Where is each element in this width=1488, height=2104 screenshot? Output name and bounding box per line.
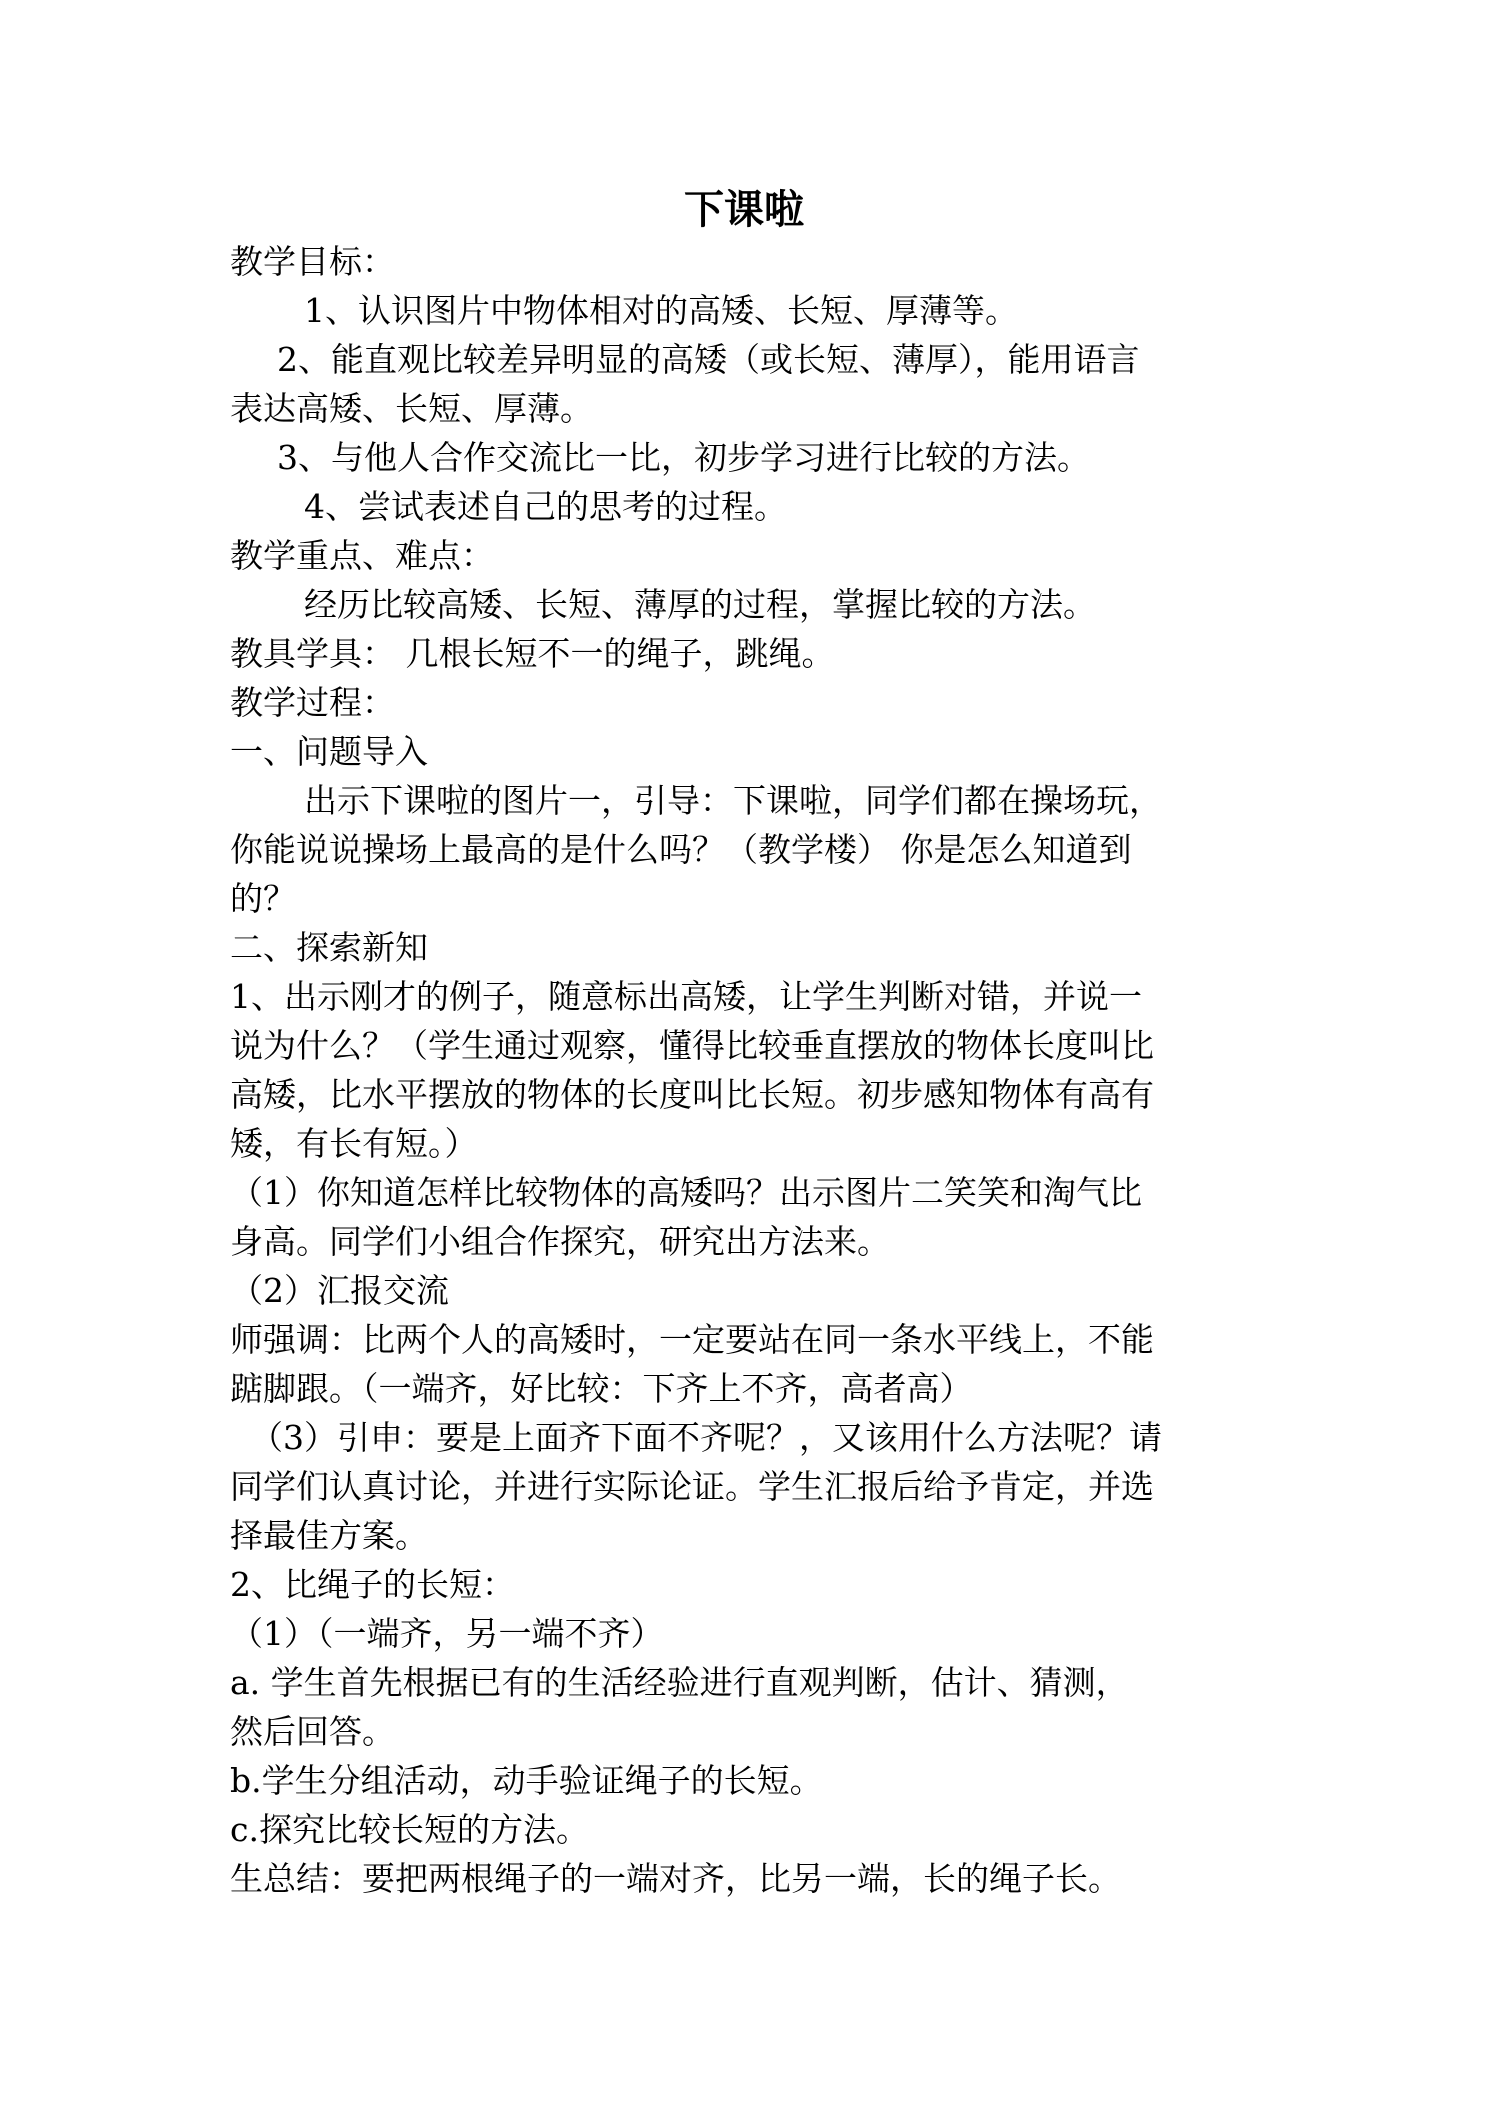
section-heading-materials: 教具学具： 几根长短不一的绳子，跳绳。 xyxy=(230,634,835,673)
body-line: 生总结：要把两根绳子的一端对齐，比另一端，长的绳子长。 xyxy=(230,1859,1121,1898)
body-line: 2、能直观比较差异明显的高矮（或长短、薄厚），能用语言 xyxy=(277,340,1140,379)
body-line: 同学们认真讨论，并进行实际论证。学生汇报后给予肯定，并选 xyxy=(230,1467,1154,1506)
body-line: （1）你知道怎样比较物体的高矮吗？出示图片二笑笑和淘气比 xyxy=(230,1173,1142,1212)
body-line: 踮脚跟。（一端齐，好比较：下齐上不齐，高者高） xyxy=(230,1369,973,1408)
document-title: 下课啦 xyxy=(684,187,804,233)
body-line: 1、出示刚才的例子，随意标出高矮，让学生判断对错，并说一 xyxy=(230,977,1142,1016)
section-heading-key-points: 教学重点、难点： xyxy=(230,536,494,575)
body-line: （1）（一端齐，另一端不齐） xyxy=(230,1614,664,1653)
body-line: 师强调：比两个人的高矮时，一定要站在同一条水平线上，不能 xyxy=(230,1320,1154,1359)
body-line: 说为什么？（学生通过观察，懂得比较垂直摆放的物体长度叫比 xyxy=(230,1026,1154,1065)
section-heading-objectives: 教学目标： xyxy=(230,242,395,281)
section-heading-process: 教学过程： xyxy=(230,683,395,722)
body-line: 身高。同学们小组合作探究，研究出方法来。 xyxy=(230,1222,890,1261)
body-line: 高矮，比水平摆放的物体的长度叫比长短。初步感知物体有高有 xyxy=(230,1075,1154,1114)
body-line: 4、尝试表述自己的思考的过程。 xyxy=(304,487,787,526)
body-line: c.探究比较长短的方法。 xyxy=(230,1810,589,1849)
body-line: a. 学生首先根据已有的生活经验进行直观判断，估计、猜测， xyxy=(230,1663,1129,1702)
body-line: 矮，有长有短。） xyxy=(230,1124,478,1163)
body-line: 然后回答。 xyxy=(230,1712,395,1751)
body-line: 3、与他人合作交流比一比，初步学习进行比较的方法。 xyxy=(277,438,1090,477)
body-line: 表达高矮、长短、厚薄。 xyxy=(230,389,593,428)
subsection-heading: 一、问题导入 xyxy=(230,732,428,771)
body-line: 2、比绳子的长短： xyxy=(230,1565,515,1604)
body-line: 择最佳方案。 xyxy=(230,1516,428,1555)
body-line: 经历比较高矮、长短、薄厚的过程，掌握比较的方法。 xyxy=(304,585,1096,624)
body-line: 出示下课啦的图片一，引导：下课啦，同学们都在操场玩， xyxy=(304,781,1162,820)
body-line: 的？ xyxy=(230,879,296,918)
body-line: b.学生分组活动，动手验证绳子的长短。 xyxy=(230,1761,823,1800)
subsection-heading: 二、探索新知 xyxy=(230,928,428,967)
body-line: 你能说说操场上最高的是什么吗？（教学楼） 你是怎么知道到 xyxy=(230,830,1132,869)
body-line: （2）汇报交流 xyxy=(230,1271,449,1310)
body-line: 1、认识图片中物体相对的高矮、长短、厚薄等。 xyxy=(304,291,1018,330)
body-line: （3）引申：要是上面齐下面不齐呢？，又该用什么方法呢？请 xyxy=(250,1418,1162,1457)
